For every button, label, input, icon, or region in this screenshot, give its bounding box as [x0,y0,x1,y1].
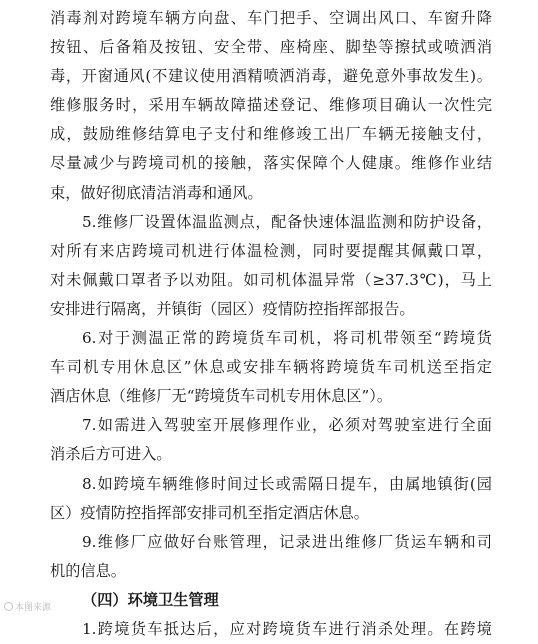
watermark [4,600,51,613]
text-line: 成，鼓励维修结算电子支付和维修竣工出厂车辆无接触支付， [50,125,492,144]
text-line: 消毒剂对跨境车辆方向盘、车门把手、空调出风口、车窗升降 [50,9,492,27]
text-line: 束，做好彻底清洁消毒和通风。 [50,183,263,202]
text-line: 毒，开窗通风(不建议使用酒精喷洒消毒，避免意外事故发生)。 [50,67,492,86]
paragraph-1-start: 1.跨境货车抵达后，应对跨境货车进行消杀处理。在跨境 [82,619,492,638]
text-line: 尽量减少与跨境司机的接触，落实保障个人健康。维修作业结 [50,154,492,173]
text-line: 车司机专用休息区”休息或安排车辆将跨境货车司机送至指定 [50,358,492,377]
text-line: 区）疫情防控指挥部安排司机至指定酒店休息。 [50,503,369,522]
watermark-icon [4,602,13,611]
text-line: 对未佩戴口罩者予以劝阻。如司机体温异常（≥37.3℃)，马上 [50,270,492,289]
paragraph-8-start: 8.如跨境车辆维修时间过长或需隔日提车，由属地镇街(园 [82,474,492,493]
paragraph-9-start: 9.维修厂应做好台账管理，记录进出维修厂货运车辆和司 [82,532,492,551]
text-line: 维修服务时，采用车辆故障描述登记、维修项目确认一次性完 [50,96,492,115]
section-heading: （四）环境卫生管理 [82,590,219,609]
paragraph-5-start: 5.维修厂设置体温监测点，配备快速体温监测和防护设备， [82,212,492,231]
watermark-text: 本图来源 [15,603,52,613]
text-line: 消杀后方可进入。 [50,445,172,464]
text-line: 酒店休息（维修厂无“跨境货车司机专用休息区”）。 [50,387,393,406]
document-body [50,4,492,644]
text-line: 按钮、后备箱及按钮、安全带、座椅座、脚垫等擦拭或喷洒消 [50,38,492,57]
text-line: 对所有来店跨境司机进行体温检测，同时要提醒其佩戴口罩， [50,241,492,260]
paragraph-7-start: 7.如需进入驾驶室开展修理作业，必须对驾驶室进行全面 [82,416,492,435]
paragraph-6-start: 6.对于测温正常的跨境货车司机，将司机带领至“跨境货 [82,329,492,348]
text-line: 安排进行隔离，并镇街（园区）疫情防控指挥部报告。 [50,299,415,318]
text-line: 机的信息。 [50,561,126,580]
